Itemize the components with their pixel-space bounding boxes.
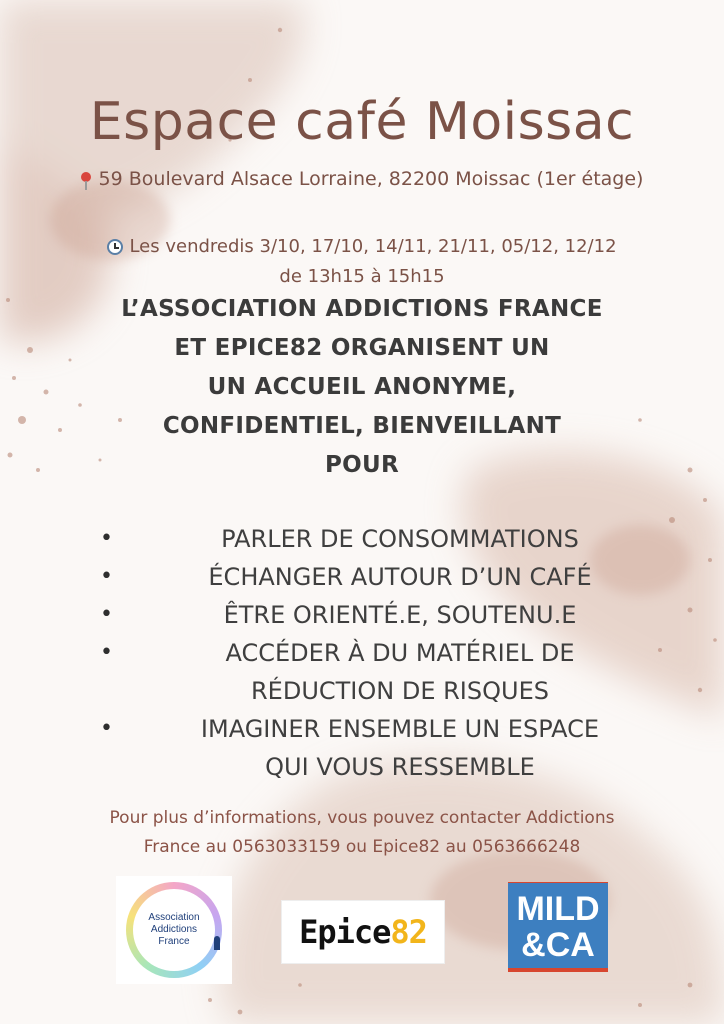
bullet: •: [100, 564, 113, 589]
mild-logo-line: MILD: [516, 890, 600, 928]
schedule: [0, 232, 724, 292]
list-item-line: RÉDUCTION DE RISQUES: [251, 677, 549, 705]
addictions-logo-line: France: [158, 936, 190, 947]
activities-list: [100, 520, 660, 786]
list-item: [100, 710, 660, 786]
list-item-text: ÊTRE ORIENTÉ.E, SOUTENU.E: [223, 601, 577, 629]
epice82-logo: [281, 900, 445, 964]
list-item-line: QUI VOUS RESSEMBLE: [265, 753, 535, 781]
schedule-dates: Les vendredis 3/10, 17/10, 14/11, 21/11, 05/12, 12/12: [129, 236, 617, 257]
list-item-text: [140, 710, 660, 786]
headline-line: UN ACCUEIL ANONYME,: [207, 374, 517, 400]
mild-logo-bar: [508, 968, 608, 972]
bullet: •: [100, 716, 113, 741]
epice-logo-number: 82: [390, 913, 427, 951]
clock-icon: [107, 239, 123, 255]
addictions-france-logo: [116, 876, 232, 984]
contact-line: France au 0563033159 ou Epice82 au 0563666248: [143, 837, 581, 857]
contact-line: Pour plus d’informations, vous pouvez contacter Addictions: [109, 808, 615, 828]
schedule-dates-line: [0, 232, 724, 262]
addictions-logo-text: [148, 912, 199, 948]
list-item: [100, 558, 660, 596]
list-item: [100, 596, 660, 634]
list-item-text: PARLER DE CONSOMMATIONS: [221, 525, 579, 553]
headline-line: POUR: [325, 452, 399, 478]
epice-logo-word: Epice: [299, 913, 391, 951]
mild-logo-line: &CA: [521, 926, 595, 964]
headline: [0, 290, 724, 485]
walking-person-icon: [214, 936, 220, 950]
bullet: •: [100, 602, 113, 627]
list-item-text: [140, 634, 660, 710]
bullet: •: [100, 640, 113, 665]
map-pin-icon: [81, 172, 91, 182]
headline-line: L’ASSOCIATION ADDICTIONS FRANCE: [121, 296, 603, 322]
addictions-logo-line: Addictions: [150, 924, 198, 935]
address-line: [0, 168, 724, 190]
bullet: •: [100, 526, 113, 551]
list-item-text: ÉCHANGER AUTOUR D’UN CAFÉ: [208, 563, 592, 591]
list-item-line: ACCÉDER À DU MATÉRIEL DE: [225, 639, 575, 667]
list-item-line: IMAGINER ENSEMBLE UN ESPACE: [200, 715, 600, 743]
addictions-logo-line: Association: [148, 912, 200, 923]
mildeca-logo: [508, 882, 608, 972]
headline-line: CONFIDENTIEL, BIENVEILLANT: [162, 413, 562, 439]
list-item: [100, 634, 660, 710]
contact-info: [0, 804, 724, 862]
address-text: 59 Boulevard Alsace Lorraine, 82200 Moissac (1er étage): [98, 168, 644, 190]
schedule-hours: de 13h15 à 15h15: [279, 266, 445, 287]
page-title: Espace café Moissac: [89, 92, 635, 152]
list-item: [100, 520, 660, 558]
headline-line: ET EPICE82 ORGANISENT UN: [174, 335, 550, 361]
